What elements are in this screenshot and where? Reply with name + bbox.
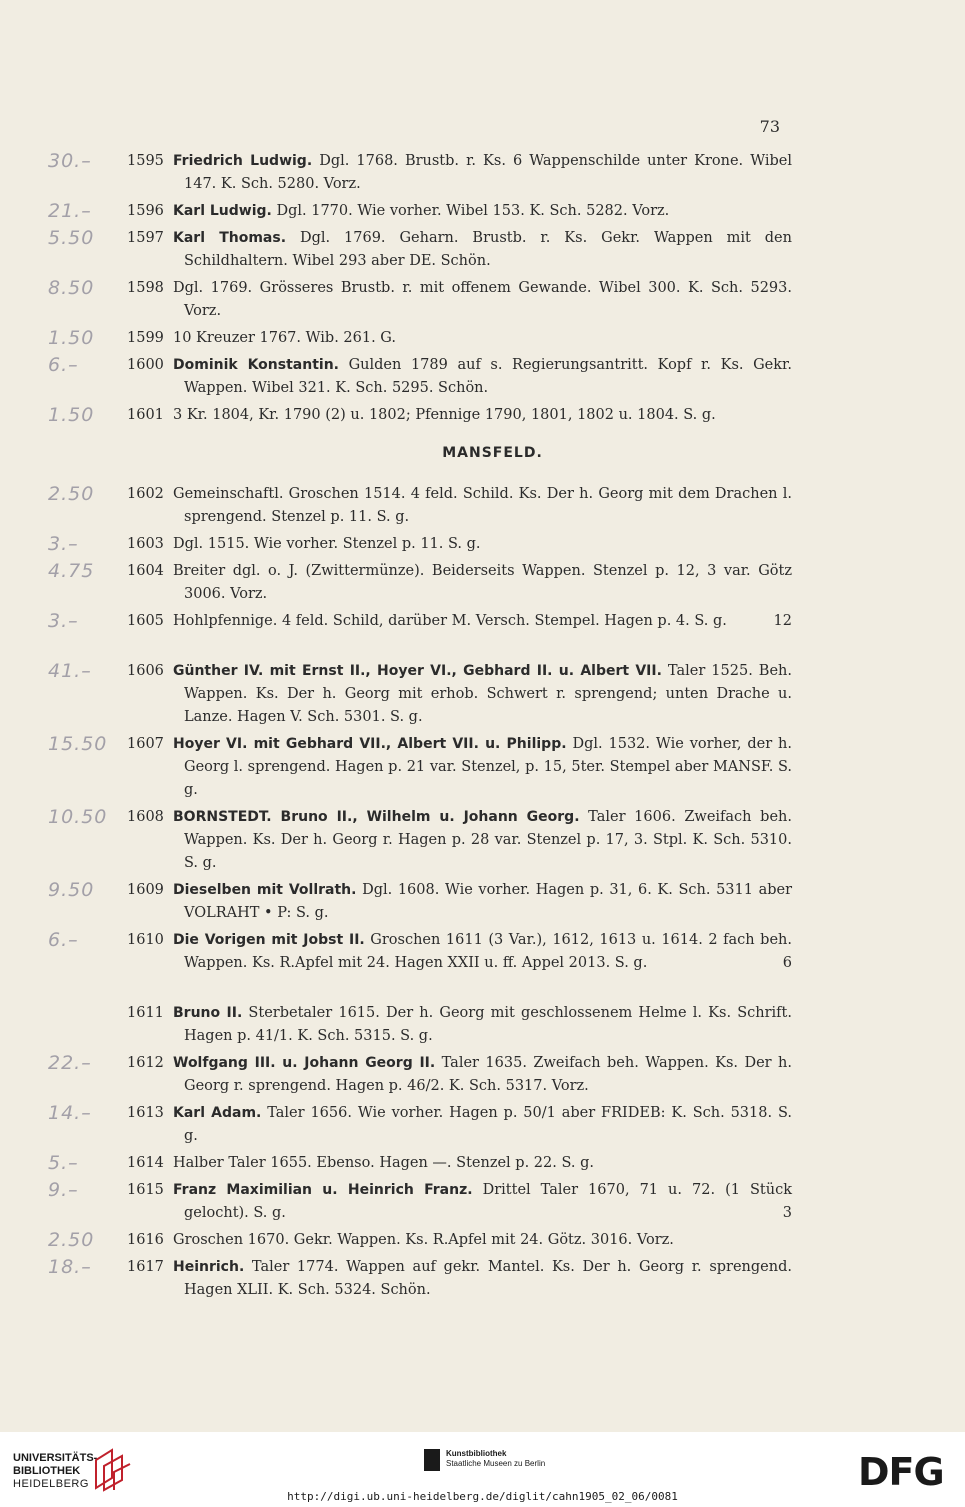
price-annotation: 18.– bbox=[48, 1256, 92, 1278]
lot-text: Groschen 1611 (3 Var.), 1612, 1613 u. 1614. 2 fach beh. Wappen. Ks. R.Apfel mit 24. Hagen XXII u. ff. Appel 2013. S. g. bbox=[184, 932, 792, 971]
lot-number: 1606 bbox=[127, 663, 164, 679]
price-annotation: 5.– bbox=[48, 1152, 79, 1174]
catalog-entry bbox=[0, 806, 965, 875]
catalog-entry bbox=[0, 1179, 965, 1225]
price-annotation: 6.– bbox=[48, 354, 79, 376]
catalog-entry bbox=[0, 1256, 965, 1302]
catalog-entry bbox=[0, 733, 965, 802]
lot-quantity: 3 bbox=[782, 1205, 792, 1221]
price-annotation: 9.– bbox=[48, 1179, 79, 1201]
price-annotation: 1.50 bbox=[48, 404, 95, 426]
kunstbibliothek-logo[interactable] bbox=[446, 1449, 545, 1469]
lot-text: Breiter dgl. o. J. (Zwittermünze). Beiderseits Wappen. Stenzel p. 12, 3 var. Götz 3006. Vorz. bbox=[173, 563, 792, 602]
lot-title: Heinrich. bbox=[173, 1259, 245, 1275]
lot-title: Dominik Konstantin. bbox=[173, 357, 339, 373]
lot-description bbox=[173, 610, 792, 633]
heidelberg-library-logo[interactable] bbox=[13, 1452, 97, 1491]
catalog-entry bbox=[0, 1052, 965, 1098]
lot-text: Dgl. 1515. Wie vorher. Stenzel p. 11. S. g. bbox=[173, 536, 481, 552]
library-name-line3: HEIDELBERG bbox=[13, 1478, 89, 1490]
lot-number: 1608 bbox=[127, 809, 164, 825]
lot-number: 1612 bbox=[127, 1055, 164, 1071]
lot-number: 1599 bbox=[127, 330, 164, 346]
lot-description bbox=[173, 227, 792, 273]
lot-text: Taler 1525. Beh. Wappen. Ks. Der h. Georg mit erhob. Schwert r. sprengend; unten Drache u. Lanze. Hagen V. Sch. 5301. S. g. bbox=[184, 663, 792, 725]
lot-text: Groschen 1670. Gekr. Wappen. Ks. R.Apfel mit 24. Götz. 3016. Vorz. bbox=[173, 1232, 674, 1248]
library-name-line1: UNIVERSITÄTS- bbox=[13, 1452, 98, 1464]
lot-text: Taler 1606. Zweifach beh. Wappen. Ks. Der h. Georg r. Hagen p. 28 var. Stenzel p. 17, 3. Stpl. K. Sch. 5310. S. g. bbox=[184, 809, 792, 871]
lot-title: Wolfgang III. u. Johann Georg II. bbox=[173, 1055, 436, 1071]
lot-description bbox=[173, 404, 792, 427]
price-annotation: 2.50 bbox=[48, 1229, 95, 1251]
price-annotation: 21.– bbox=[48, 200, 92, 222]
lot-text: Taler 1635. Zweifach beh. Wappen. Ks. Der h. Georg r. sprengend. Hagen p. 46/2. K. Sch. 5317. Vorz. bbox=[184, 1055, 793, 1094]
permalink-url[interactable]: http://digi.ub.uni-heidelberg.de/diglit/cahn1905_02_06/0081 bbox=[287, 1490, 678, 1503]
catalog-entry bbox=[0, 879, 965, 925]
lot-text: Dgl. 1769. Geharn. Brustb. r. Ks. Gekr. Wappen mit den Schildhaltern. Wibel 293 aber DE. Schön. bbox=[184, 230, 792, 269]
lot-description bbox=[173, 879, 792, 925]
entries-block-1 bbox=[0, 150, 965, 427]
lot-description bbox=[173, 533, 792, 556]
lot-text: Sterbetaler 1615. Der h. Georg mit geschlossenem Helme l. Ks. Schrift. Hagen p. 41/1. K. Sch. 5315. S. g. bbox=[184, 1005, 792, 1044]
lot-text: Taler 1774. Wappen auf gekr. Mantel. Ks. Der h. Georg r. sprengend. Hagen XLII. K. Sch. 5324. Schön. bbox=[184, 1259, 792, 1298]
lot-number: 1607 bbox=[127, 736, 164, 752]
lot-text: Dgl. 1770. Wie vorher. Wibel 153. K. Sch. 5282. Vorz. bbox=[271, 203, 670, 219]
catalog-entry bbox=[0, 610, 965, 656]
lot-description bbox=[173, 150, 792, 196]
lot-description bbox=[173, 354, 792, 400]
library-name-line2: BIBLIOTHEK bbox=[13, 1465, 81, 1477]
lot-title: Karl Ludwig. bbox=[173, 203, 272, 219]
lot-text: Dgl. 1532. Wie vorher, der h. Georg l. sprengend. Hagen p. 21 var. Stenzel, p. 15, 5ter. Stempel aber MANSF. S. g. bbox=[184, 736, 792, 798]
lot-title: Die Vorigen mit Jobst II. bbox=[173, 932, 365, 948]
price-annotation: 3.– bbox=[48, 533, 79, 555]
kb-subtitle: Staatliche Museen zu Berlin bbox=[446, 1459, 546, 1468]
price-annotation: 4.75 bbox=[48, 560, 95, 582]
lot-number: 1603 bbox=[127, 536, 164, 552]
lot-number: 1610 bbox=[127, 932, 164, 948]
lot-description bbox=[173, 929, 792, 975]
lot-text: Gulden 1789 auf s. Regierungsantritt. Kopf r. Ks. Gekr. Wappen. Wibel 321. K. Sch. 5295. Schön. bbox=[184, 357, 792, 396]
lot-title: BORNSTEDT. Bruno II., Wilhelm u. Johann Georg. bbox=[173, 809, 580, 825]
price-annotation: 30.– bbox=[48, 150, 92, 172]
price-annotation: 41.– bbox=[48, 660, 92, 682]
lot-quantity: 12 bbox=[773, 613, 792, 629]
lot-description bbox=[173, 560, 792, 606]
lot-title: Bruno II. bbox=[173, 1005, 243, 1021]
section-heading: MANSFELD. bbox=[442, 445, 543, 461]
price-annotation: 14.– bbox=[48, 1102, 92, 1124]
price-annotation: 22.– bbox=[48, 1052, 92, 1074]
lot-number: 1604 bbox=[127, 563, 164, 579]
lot-quantity: 6 bbox=[782, 955, 792, 971]
price-annotation: 9.50 bbox=[48, 879, 95, 901]
entries-block-mansfeld bbox=[0, 483, 965, 1302]
lot-number: 1595 bbox=[127, 153, 164, 169]
lot-text: Dgl. 1769. Grösseres Brustb. r. mit offenem Gewande. Wibel 300. K. Sch. 5293. Vorz. bbox=[173, 280, 792, 319]
catalog-entry bbox=[0, 483, 965, 529]
kunstbibliothek-emblem-icon bbox=[424, 1449, 440, 1471]
lot-number: 1609 bbox=[127, 882, 164, 898]
lot-title: Karl Thomas. bbox=[173, 230, 287, 246]
lot-description bbox=[173, 277, 792, 323]
catalog-entry bbox=[0, 1229, 965, 1252]
price-annotation: 2.50 bbox=[48, 483, 95, 505]
lot-title: Friedrich Ludwig. bbox=[173, 153, 313, 169]
lot-text: Gemeinschaftl. Groschen 1514. 4 feld. Schild. Ks. Der h. Georg mit dem Drachen l. sprengend. Stenzel p. 11. S. g. bbox=[173, 486, 792, 525]
page-footer bbox=[0, 1432, 965, 1507]
catalog-entry bbox=[0, 200, 965, 223]
page-number: 73 bbox=[759, 117, 780, 136]
lot-number: 1617 bbox=[127, 1259, 164, 1275]
catalog-entry bbox=[0, 929, 965, 998]
catalog-entry bbox=[0, 660, 965, 729]
lot-text: Halber Taler 1655. Ebenso. Hagen —. Stenzel p. 22. S. g. bbox=[173, 1155, 594, 1171]
price-annotation: 1.50 bbox=[48, 327, 95, 349]
price-annotation: 5.50 bbox=[48, 227, 95, 249]
catalog-entry bbox=[0, 277, 965, 323]
price-annotation: 10.50 bbox=[48, 806, 108, 828]
price-annotation: 6.– bbox=[48, 929, 79, 951]
lot-number: 1596 bbox=[127, 203, 164, 219]
lot-number: 1605 bbox=[127, 613, 164, 629]
price-annotation: 3.– bbox=[48, 610, 79, 632]
catalog-entry bbox=[0, 560, 965, 606]
lot-description bbox=[173, 1002, 792, 1048]
lot-number: 1616 bbox=[127, 1232, 164, 1248]
lot-title: Hoyer VI. mit Gebhard VII., Albert VII. u. Philipp. bbox=[173, 736, 567, 752]
lot-description bbox=[173, 1229, 792, 1252]
lot-text: Dgl. 1768. Brustb. r. Ks. 6 Wappenschilde unter Krone. Wibel 147. K. Sch. 5280. Vorz. bbox=[184, 153, 792, 192]
catalog-entry bbox=[0, 327, 965, 350]
lot-number: 1614 bbox=[127, 1155, 164, 1171]
lot-text: Hohlpfennige. 4 feld. Schild, darüber M. Versch. Stempel. Hagen p. 4. S. g. bbox=[173, 613, 727, 629]
lot-description bbox=[173, 1152, 792, 1175]
lot-number: 1611 bbox=[127, 1005, 164, 1021]
lot-description bbox=[173, 327, 792, 350]
catalog-entry bbox=[0, 1102, 965, 1148]
catalog-entry bbox=[0, 1002, 965, 1048]
lot-title: Franz Maximilian u. Heinrich Franz. bbox=[173, 1182, 473, 1198]
lot-number: 1601 bbox=[127, 407, 164, 423]
lot-number: 1613 bbox=[127, 1105, 164, 1121]
lot-text: Drittel Taler 1670, 71 u. 72. (1 Stück gelocht). S. g. bbox=[184, 1182, 793, 1221]
lot-description bbox=[173, 806, 792, 875]
catalog-entry bbox=[0, 354, 965, 400]
lot-description bbox=[173, 200, 792, 223]
lot-title: Günther IV. mit Ernst II., Hoyer VI., Gebhard II. u. Albert VII. bbox=[173, 663, 662, 679]
catalog-entry bbox=[0, 1152, 965, 1175]
kb-name: Kunstbibliothek bbox=[446, 1449, 507, 1458]
lot-number: 1598 bbox=[127, 280, 164, 296]
catalog-entry bbox=[0, 227, 965, 273]
library-emblem-icon bbox=[92, 1446, 132, 1492]
lot-number: 1600 bbox=[127, 357, 164, 373]
lot-text: 10 Kreuzer 1767. Wib. 261. G. bbox=[173, 330, 396, 346]
catalog-entries bbox=[0, 150, 965, 1302]
price-annotation: 8.50 bbox=[48, 277, 95, 299]
lot-title: Dieselben mit Vollrath. bbox=[173, 882, 357, 898]
lot-text: Dgl. 1608. Wie vorher. Hagen p. 31, 6. K. Sch. 5311 aber VOLRAHT • P: S. g. bbox=[184, 882, 793, 921]
lot-number: 1602 bbox=[127, 486, 164, 502]
lot-description bbox=[173, 1256, 792, 1302]
lot-title: Karl Adam. bbox=[173, 1105, 262, 1121]
lot-text: 3 Kr. 1804, Kr. 1790 (2) u. 1802; Pfennige 1790, 1801, 1802 u. 1804. S. g. bbox=[173, 407, 716, 423]
price-annotation: 15.50 bbox=[48, 733, 108, 755]
lot-description bbox=[173, 1179, 792, 1225]
lot-description bbox=[173, 483, 792, 529]
lot-number: 1597 bbox=[127, 230, 164, 246]
catalog-entry bbox=[0, 533, 965, 556]
lot-description bbox=[173, 733, 792, 802]
lot-description bbox=[173, 1052, 792, 1098]
lot-text: Taler 1656. Wie vorher. Hagen p. 50/1 aber FRIDEB: K. Sch. 5318. S. g. bbox=[184, 1105, 792, 1144]
lot-description bbox=[173, 660, 792, 729]
dfg-logo[interactable]: DFG bbox=[858, 1450, 944, 1494]
catalog-entry bbox=[0, 404, 965, 427]
lot-description bbox=[173, 1102, 792, 1148]
catalog-entry bbox=[0, 150, 965, 196]
lot-number: 1615 bbox=[127, 1182, 164, 1198]
